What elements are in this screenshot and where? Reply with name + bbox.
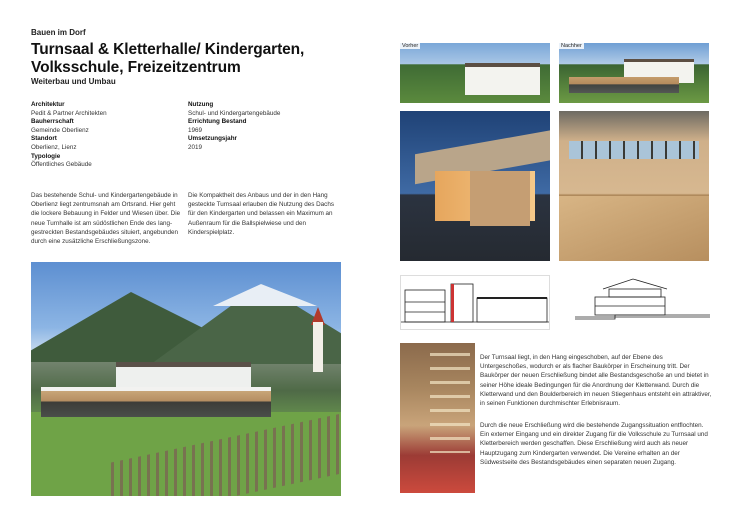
body-paragraph-2: Die Kompaktheit des Anbaus und der in den Hang gesteckte Turnsaal erlauben die Nutzung des Dachs für den Kindergarten und belassen ein Maximum an Außenraum für die Ballspielwiese und den Kinderspielplatz. (188, 192, 334, 236)
page-title: Turnsaal & Kletterhalle/ Kindergarten, Volksschule, Freizeitzentrum (31, 41, 305, 76)
facts-right (188, 101, 338, 153)
fact-label: Umsetzungsjahr (188, 135, 237, 143)
fact-label: Architektur (31, 101, 65, 108)
fact-value: Oberlienz, Lienz (31, 143, 77, 151)
fact-value: Schul- und Kindergartengebäude (188, 109, 281, 117)
fact-value: Gemeinde Oberlienz (31, 126, 89, 134)
fact-label: Bauherrschaft (31, 118, 74, 126)
fact-label: Nutzung (188, 101, 214, 108)
body-paragraph-3: Der Turnsaal liegt, in den Hang eingeschoben, auf der Ebene des Untergeschoßes, wodurch er als flacher Baukörper in Erscheinung tritt. Der Baukörper der neuen Erschließung bindet alle Bestandsgeschoße an und bietet in seiner Höhe ideale Bedingungen für die Anordnung der Kletterwand. Durch die Kletterwand und den Boulderbereich im neuen Stiegenhaus entsteht ein attraktiver, in seinen Funktionen durchmischter Erlebnisraum. (480, 354, 712, 408)
fact-value: Pedit & Partner Architekten (31, 109, 107, 117)
fact-value: 2019 (188, 143, 203, 151)
after-tag: Nachher (561, 43, 582, 49)
right-page (370, 0, 740, 524)
facts-left (31, 101, 176, 170)
fact-label: Typologie (31, 152, 61, 160)
before-tag: Vorher (402, 43, 419, 49)
body-paragraph-4: Durch die neue Erschließung wird die bestehende Zugangssituation entflochten. Ein externer Eingang und ein direkter Zugang für die Volksschule zu Turnsaal und Kletterbereich werden geschaffen. Diese Erschließung wird auch als neuer Hauptzugang zum Kindergarten verwendet. Die Vereine erhalten an der Südwestseite des Bestandsgebäudes einen separaten neuen Zugang. (480, 422, 708, 466)
fact-label: Standort (31, 135, 57, 143)
fact-value: 1969 (188, 126, 203, 134)
fact-value: Öffentliches Gebäude (31, 161, 92, 169)
main-building-photo (31, 262, 341, 496)
section-kicker: Bauen im Dorf (31, 28, 86, 37)
fact-label: Errichtung Bestand (188, 118, 247, 126)
body-paragraph-1: Das bestehende Schul- und Kindergartengebäude in Oberlienz liegt zentrumsnah am Ortsrand. Hier geht die lockere Bebauung in Felder und Wiesen über. Die neue Turnhalle ist am südöstlichen Ende des lang-gestreckten Bestandsgebäudes situiert, angebunden durch eine zusätzliche Erschließungszone. (31, 192, 181, 246)
page-subtitle: Weiterbau und Umbau (31, 77, 116, 86)
